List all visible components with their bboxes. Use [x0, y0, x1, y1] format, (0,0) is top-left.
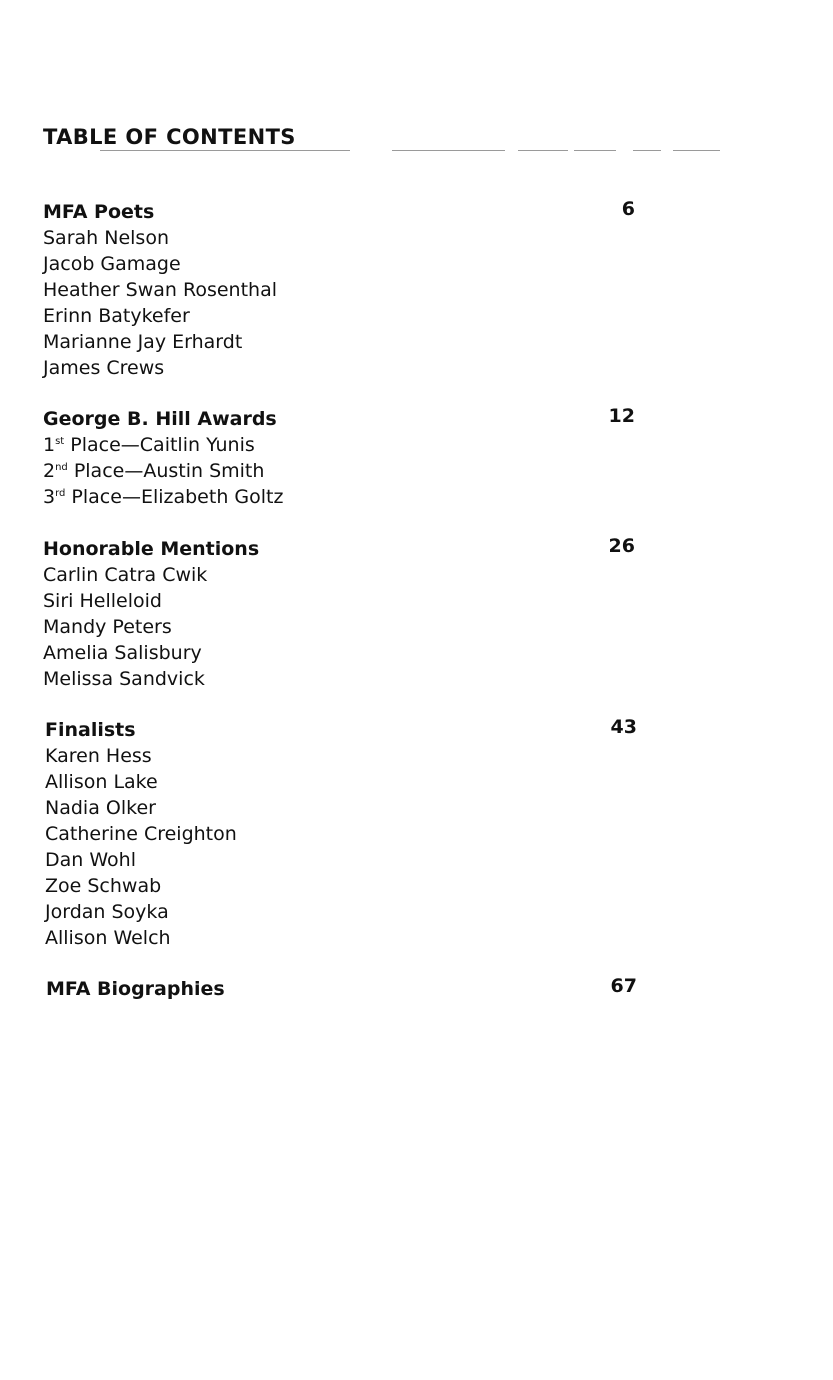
list-item: Melissa Sandvick: [43, 668, 205, 690]
section-title: Honorable Mentions: [43, 538, 260, 560]
list-item: [43, 458, 643, 484]
toc-section-george-b-hill-awards: [43, 406, 643, 510]
section-title: Finalists: [45, 719, 136, 741]
ordinal-suffix: nd: [55, 462, 68, 473]
section-page-number: 67: [610, 975, 637, 997]
list-item: [43, 432, 643, 458]
list-item: Karen Hess: [45, 745, 152, 767]
list-item: Sarah Nelson: [43, 227, 169, 249]
section-title: George B. Hill Awards: [43, 408, 277, 430]
toc-section-finalists: [45, 717, 645, 951]
toc-section-mfa-poets: [43, 199, 643, 381]
section-title: MFA Biographies: [46, 978, 225, 1000]
list-item: Allison Lake: [45, 771, 158, 793]
place-number: 1: [43, 434, 56, 456]
list-item: Siri Helleloid: [43, 590, 162, 612]
ordinal-suffix: st: [55, 436, 65, 447]
page-title: TABLE OF CONTENTS: [43, 125, 296, 149]
list-item: Heather Swan Rosenthal: [43, 279, 277, 301]
section-page-number: 26: [608, 535, 635, 557]
section-heading-row: [46, 976, 646, 1002]
section-heading-row: [43, 406, 643, 432]
toc-section-honorable-mentions: [43, 536, 643, 692]
list-item: Amelia Salisbury: [43, 642, 202, 664]
list-item: Erinn Batykefer: [43, 305, 190, 327]
list-item: Dan Wohl: [45, 849, 136, 871]
toc-section-mfa-biographies: [46, 976, 646, 1002]
entry-list: [43, 432, 643, 510]
section-page-number: 43: [610, 716, 637, 738]
section-page-number: 6: [621, 198, 635, 220]
place-winner: Place—Elizabeth Goltz: [65, 486, 284, 508]
list-item: James Crews: [43, 357, 165, 379]
ordinal-suffix: rd: [55, 488, 66, 499]
title-underline: [100, 150, 720, 152]
list-item: [43, 484, 643, 510]
section-heading-row: [43, 199, 643, 225]
section-page-number: 12: [608, 405, 635, 427]
list-item: Allison Welch: [45, 927, 171, 949]
section-heading-row: [43, 536, 643, 562]
list-item: Mandy Peters: [43, 616, 172, 638]
place-number: 2: [43, 460, 56, 482]
list-item: Zoe Schwab: [45, 875, 162, 897]
list-item: Jacob Gamage: [43, 253, 181, 275]
entry-list: [43, 562, 643, 692]
entry-list: [43, 225, 643, 381]
list-item: Marianne Jay Erhardt: [43, 331, 243, 353]
place-winner: Place—Austin Smith: [67, 460, 265, 482]
list-item: Catherine Creighton: [45, 823, 237, 845]
list-item: Jordan Soyka: [45, 901, 169, 923]
list-item: Carlin Catra Cwik: [43, 564, 208, 586]
list-item: Nadia Olker: [45, 797, 156, 819]
place-number: 3: [43, 486, 56, 508]
section-heading-row: [45, 717, 645, 743]
place-winner: Place—Caitlin Yunis: [64, 434, 255, 456]
section-title: MFA Poets: [43, 201, 155, 223]
entry-list: [45, 743, 645, 951]
